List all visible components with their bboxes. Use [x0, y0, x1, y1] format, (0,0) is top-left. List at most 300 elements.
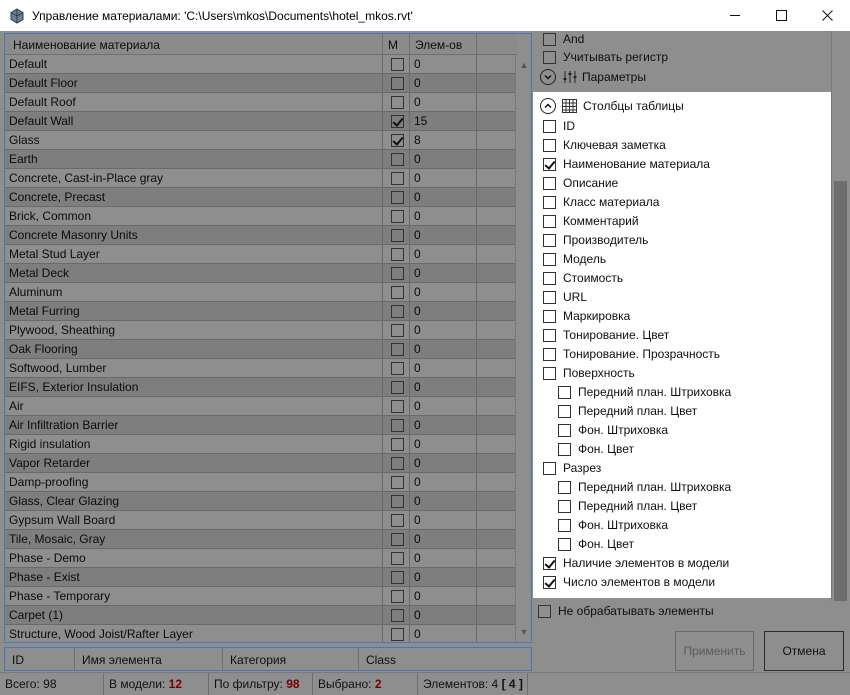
table-row[interactable]	[5, 74, 517, 93]
scroll-down-icon[interactable]: ▼	[519, 627, 529, 637]
column-header-extra	[477, 34, 517, 55]
column-option-label: Передний план. Штриховка	[578, 385, 732, 399]
minimize-icon	[730, 10, 741, 21]
in-model-checkbox[interactable]	[391, 267, 404, 280]
in-model-checkbox[interactable]	[391, 305, 404, 318]
column-option-label: Наличие элементов в модели	[563, 556, 730, 570]
column-option-label: Класс материала	[563, 195, 660, 209]
column-header-count[interactable]: Элем-ов	[410, 34, 477, 55]
in-model-checkbox[interactable]	[391, 210, 404, 223]
element-count-cell: 0	[410, 454, 477, 472]
column-option[interactable]	[543, 461, 601, 475]
apply-button[interactable]: Применить	[675, 631, 754, 671]
material-name-cell: Tile, Mosaic, Gray	[5, 530, 383, 548]
element-count-cell: 0	[410, 435, 477, 453]
column-option[interactable]	[558, 499, 697, 513]
in-model-cell	[383, 321, 410, 339]
in-model-checkbox[interactable]	[391, 248, 404, 261]
column-header-category[interactable]: Категория	[223, 648, 359, 670]
in-model-checkbox[interactable]	[391, 476, 404, 489]
empty-cell	[477, 549, 517, 567]
table-row[interactable]	[5, 568, 517, 587]
table-row[interactable]	[5, 302, 517, 321]
column-option-label: Маркировка	[563, 309, 631, 323]
column-option[interactable]	[543, 556, 729, 570]
empty-cell	[477, 511, 517, 529]
in-model-checkbox[interactable]	[391, 438, 404, 451]
empty-cell	[477, 169, 517, 187]
element-count-cell: 8	[410, 131, 477, 149]
column-option-label: Поверхность	[563, 366, 635, 380]
material-name-cell: Phase - Exist	[5, 568, 383, 586]
element-count-cell: 0	[410, 226, 477, 244]
column-option-label: Наименование материала	[563, 157, 710, 171]
column-option-checkbox[interactable]	[543, 158, 556, 171]
in-model-cell	[383, 359, 410, 377]
in-model-cell	[383, 55, 410, 73]
in-model-cell	[383, 188, 410, 206]
in-model-checkbox[interactable]	[391, 134, 404, 147]
table-row[interactable]	[5, 359, 517, 378]
table-row[interactable]	[5, 340, 517, 359]
column-option-checkbox[interactable]	[558, 386, 571, 399]
column-option-checkbox[interactable]	[543, 139, 556, 152]
empty-cell	[477, 340, 517, 358]
in-model-cell	[383, 587, 410, 605]
empty-cell	[477, 112, 517, 130]
column-option[interactable]	[543, 233, 648, 247]
empty-cell	[477, 454, 517, 472]
status-by-filter-label: По фильтру:	[214, 677, 283, 691]
table-icon	[562, 99, 577, 113]
material-name-cell: Default	[5, 55, 383, 73]
column-option-checkbox[interactable]	[558, 405, 571, 418]
empty-cell	[477, 93, 517, 111]
element-count-cell: 0	[410, 264, 477, 282]
material-name-cell: Phase - Temporary	[5, 587, 383, 605]
table-row[interactable]	[5, 625, 517, 643]
column-option[interactable]	[543, 195, 659, 209]
in-model-cell	[383, 264, 410, 282]
column-option-checkbox[interactable]	[543, 120, 556, 133]
material-name-cell: Air Infiltration Barrier	[5, 416, 383, 434]
window-title: Управление материалами: 'C:\Users\mkos\Documents\hotel_mkos.rvt'	[32, 8, 413, 23]
materials-grid[interactable]	[4, 33, 532, 643]
empty-cell	[477, 264, 517, 282]
maximize-button[interactable]	[758, 0, 804, 31]
in-model-checkbox[interactable]	[391, 457, 404, 470]
column-option-label: Фон. Штриховка	[578, 518, 669, 532]
in-model-checkbox[interactable]	[391, 191, 404, 204]
in-model-cell	[383, 207, 410, 225]
column-option-label: Передний план. Цвет	[578, 404, 698, 418]
column-option[interactable]	[543, 290, 587, 304]
empty-cell	[477, 530, 517, 548]
column-header-id[interactable]: ID	[5, 648, 75, 670]
in-model-checkbox[interactable]	[391, 419, 404, 432]
table-row[interactable]	[5, 245, 517, 264]
empty-cell	[477, 207, 517, 225]
empty-cell	[477, 568, 517, 586]
column-option-label: ID	[563, 119, 575, 133]
element-count-cell: 0	[410, 378, 477, 396]
empty-cell	[477, 74, 517, 92]
table-row[interactable]	[5, 226, 517, 245]
empty-cell	[477, 188, 517, 206]
empty-cell	[477, 416, 517, 434]
in-model-cell	[383, 454, 410, 472]
scrollbar-thumb[interactable]	[834, 181, 847, 601]
sliders-icon	[562, 70, 578, 84]
column-option-label: Разрез	[563, 461, 602, 475]
in-model-checkbox[interactable]	[391, 77, 404, 90]
skip-elements-checkbox[interactable]	[538, 605, 551, 618]
column-option[interactable]	[543, 575, 715, 589]
column-option-checkbox[interactable]	[543, 367, 556, 380]
in-model-cell	[383, 226, 410, 244]
in-model-cell	[383, 606, 410, 624]
status-elements-value: [ 4 ]	[501, 677, 523, 691]
table-row[interactable]	[5, 492, 517, 511]
in-model-cell	[383, 549, 410, 567]
in-model-checkbox[interactable]	[391, 229, 404, 242]
status-in-model-label: В модели:	[109, 677, 166, 691]
column-header-class[interactable]: Class	[366, 653, 397, 667]
grid-header	[5, 34, 517, 55]
status-bar	[0, 672, 850, 694]
material-name-cell: Vapor Retarder	[5, 454, 383, 472]
status-total-value: 98	[43, 677, 57, 691]
empty-cell	[477, 435, 517, 453]
material-name-cell: Glass, Clear Glazing	[5, 492, 383, 510]
empty-cell	[477, 378, 517, 396]
in-model-cell	[383, 625, 410, 643]
material-name-cell: Concrete, Precast	[5, 188, 383, 206]
in-model-cell	[383, 74, 410, 92]
empty-cell	[477, 359, 517, 377]
column-option-label: Тонирование. Цвет	[563, 328, 670, 342]
table-row[interactable]	[5, 207, 517, 226]
column-option-label: Фон. Цвет	[578, 537, 634, 551]
in-model-cell	[383, 568, 410, 586]
element-count-cell: 0	[410, 188, 477, 206]
element-count-cell: 0	[410, 359, 477, 377]
element-count-cell: 0	[410, 207, 477, 225]
in-model-checkbox[interactable]	[391, 400, 404, 413]
in-model-checkbox[interactable]	[391, 153, 404, 166]
maximize-icon	[776, 10, 787, 21]
skip-elements-label: Не обрабатывать элементы	[558, 604, 714, 618]
column-option[interactable]	[543, 138, 666, 152]
column-option[interactable]	[558, 442, 634, 456]
column-option-label: Фон. Штриховка	[578, 423, 669, 437]
table-row[interactable]	[5, 473, 517, 492]
column-option[interactable]	[543, 157, 710, 171]
in-model-cell	[383, 397, 410, 415]
status-total-label: Всего:	[5, 677, 40, 691]
in-model-checkbox[interactable]	[391, 571, 404, 584]
column-option-checkbox[interactable]	[543, 462, 556, 475]
column-header-m[interactable]: M	[383, 34, 410, 55]
table-row[interactable]	[5, 283, 517, 302]
in-model-checkbox[interactable]	[391, 381, 404, 394]
table-row[interactable]	[5, 397, 517, 416]
in-model-cell	[383, 169, 410, 187]
in-model-cell	[383, 530, 410, 548]
in-model-cell	[383, 473, 410, 491]
element-count-cell: 0	[410, 511, 477, 529]
status-total	[0, 673, 104, 695]
column-option[interactable]	[558, 537, 634, 551]
and-label: And	[563, 32, 585, 46]
parameters-label: Параметры	[582, 70, 646, 84]
material-name-cell: Air	[5, 397, 383, 415]
grid-rows	[5, 55, 517, 643]
element-count-cell: 0	[410, 568, 477, 586]
element-count-cell: 0	[410, 473, 477, 491]
column-option-checkbox[interactable]	[543, 196, 556, 209]
table-row[interactable]	[5, 549, 517, 568]
element-count-cell: 0	[410, 169, 477, 187]
material-name-cell: Default Roof	[5, 93, 383, 111]
material-name-cell: Structure, Wood Joist/Rafter Layer	[5, 625, 383, 643]
element-count-cell: 0	[410, 606, 477, 624]
column-option[interactable]	[558, 480, 731, 494]
material-name-cell: Default Wall	[5, 112, 383, 130]
material-name-cell: Earth	[5, 150, 383, 168]
column-option-checkbox[interactable]	[543, 215, 556, 228]
and-checkbox[interactable]	[543, 33, 556, 46]
column-option-label: Описание	[563, 176, 619, 190]
in-model-cell	[383, 283, 410, 301]
element-count-cell: 0	[410, 492, 477, 510]
in-model-checkbox[interactable]	[391, 609, 404, 622]
empty-cell	[477, 473, 517, 491]
right-panel-scrollbar[interactable]	[831, 31, 848, 601]
column-option-checkbox[interactable]	[558, 538, 571, 551]
in-model-checkbox[interactable]	[391, 172, 404, 185]
status-selected-value: 2	[374, 677, 382, 691]
material-name-cell: Brick, Common	[5, 207, 383, 225]
in-model-checkbox[interactable]	[391, 533, 404, 546]
column-option-label: Фон. Цвет	[578, 442, 634, 456]
in-model-cell	[383, 150, 410, 168]
table-row[interactable]	[5, 416, 517, 435]
table-columns-panel	[533, 92, 831, 598]
column-option[interactable]	[543, 347, 720, 361]
column-option-label: Тонирование. Прозрачность	[563, 347, 721, 361]
case-sensitive-label: Учитывать регистр	[563, 50, 669, 64]
column-option-label: Комментарий	[563, 214, 639, 228]
scroll-up-icon[interactable]: ▲	[519, 60, 529, 70]
column-option[interactable]	[558, 423, 668, 437]
element-count-cell: 0	[410, 340, 477, 358]
table-row[interactable]	[5, 169, 517, 188]
column-option[interactable]	[543, 271, 623, 285]
column-option[interactable]	[543, 214, 639, 228]
table-columns-expander[interactable]	[540, 98, 684, 114]
status-in-model-value: 12	[168, 677, 183, 691]
column-option[interactable]	[543, 366, 635, 380]
table-row[interactable]	[5, 131, 517, 150]
in-model-checkbox[interactable]	[391, 590, 404, 603]
column-option-checkbox[interactable]	[543, 348, 556, 361]
element-count-cell: 0	[410, 587, 477, 605]
material-name-cell: Metal Stud Layer	[5, 245, 383, 263]
material-name-cell: Rigid insulation	[5, 435, 383, 453]
column-option-checkbox[interactable]	[558, 424, 571, 437]
material-name-cell: Concrete Masonry Units	[5, 226, 383, 244]
parameters-expander[interactable]	[540, 69, 646, 85]
column-header-element-name[interactable]: Имя элемента	[75, 648, 223, 670]
table-row[interactable]	[5, 587, 517, 606]
column-option-checkbox[interactable]	[543, 177, 556, 190]
element-count-cell: 0	[410, 93, 477, 111]
app-icon	[9, 8, 25, 24]
in-model-checkbox[interactable]	[391, 362, 404, 375]
table-row[interactable]	[5, 112, 517, 131]
empty-cell	[477, 283, 517, 301]
in-model-cell	[383, 302, 410, 320]
material-name-cell: Glass	[5, 131, 383, 149]
table-row[interactable]	[5, 511, 517, 530]
column-option[interactable]	[543, 252, 606, 266]
in-model-checkbox[interactable]	[391, 514, 404, 527]
element-count-cell: 0	[410, 302, 477, 320]
column-option[interactable]	[558, 518, 668, 532]
element-count-cell: 0	[410, 74, 477, 92]
and-option[interactable]	[543, 32, 584, 46]
column-header-name[interactable]: Наименование материала	[5, 34, 383, 55]
material-name-cell: Default Floor	[5, 74, 383, 92]
in-model-checkbox[interactable]	[391, 495, 404, 508]
column-option-checkbox[interactable]	[558, 481, 571, 494]
element-count-cell: 0	[410, 530, 477, 548]
element-count-cell: 0	[410, 321, 477, 339]
empty-cell	[477, 321, 517, 339]
chevron-down-icon[interactable]	[540, 69, 556, 85]
column-option-label: Передний план. Цвет	[578, 499, 698, 513]
column-option-checkbox[interactable]	[543, 310, 556, 323]
in-model-checkbox[interactable]	[391, 628, 404, 641]
table-row[interactable]	[5, 435, 517, 454]
column-option-checkbox[interactable]	[543, 329, 556, 342]
column-option-checkbox[interactable]	[558, 519, 571, 532]
status-elements-label: Элементов: 4	[423, 677, 499, 691]
column-option-checkbox[interactable]	[558, 443, 571, 456]
material-name-cell: Concrete, Cast-in-Place gray	[5, 169, 383, 187]
column-option[interactable]	[543, 176, 618, 190]
table-columns-label: Столбцы таблицы	[583, 99, 684, 113]
column-option-checkbox[interactable]	[543, 234, 556, 247]
skip-elements-option[interactable]	[538, 604, 714, 618]
table-row[interactable]	[5, 530, 517, 549]
column-option-checkbox[interactable]	[543, 272, 556, 285]
in-model-cell	[383, 435, 410, 453]
in-model-checkbox[interactable]	[391, 552, 404, 565]
empty-cell	[477, 302, 517, 320]
elements-grid-header	[4, 647, 532, 671]
in-model-checkbox[interactable]	[391, 343, 404, 356]
table-row[interactable]	[5, 150, 517, 169]
element-count-cell: 15	[410, 112, 477, 130]
empty-cell	[477, 55, 517, 73]
table-row[interactable]	[5, 188, 517, 207]
column-option-checkbox[interactable]	[543, 557, 556, 570]
empty-cell	[477, 587, 517, 605]
in-model-cell	[383, 378, 410, 396]
column-option[interactable]	[558, 385, 731, 399]
status-by-filter	[209, 673, 313, 695]
table-row[interactable]	[5, 454, 517, 473]
element-count-cell: 0	[410, 625, 477, 643]
case-sensitive-checkbox[interactable]	[543, 51, 556, 64]
column-option-label: URL	[563, 290, 588, 304]
column-option-checkbox[interactable]	[543, 291, 556, 304]
element-count-cell: 0	[410, 549, 477, 567]
cancel-button[interactable]: Отмена	[764, 631, 844, 671]
material-name-cell: Gypsum Wall Board	[5, 511, 383, 529]
in-model-checkbox[interactable]	[391, 286, 404, 299]
table-row[interactable]	[5, 55, 517, 74]
table-row[interactable]	[5, 264, 517, 283]
column-option-checkbox[interactable]	[558, 500, 571, 513]
column-option[interactable]	[543, 309, 630, 323]
close-button[interactable]	[804, 0, 850, 31]
column-option[interactable]	[543, 119, 575, 133]
column-option[interactable]	[558, 404, 697, 418]
in-model-checkbox[interactable]	[391, 115, 404, 128]
table-row[interactable]	[5, 93, 517, 112]
material-name-cell: Metal Deck	[5, 264, 383, 282]
title-bar	[0, 0, 850, 31]
empty-cell	[477, 625, 517, 643]
chevron-up-icon[interactable]	[540, 98, 556, 114]
status-elements	[418, 673, 528, 695]
empty-cell	[477, 606, 517, 624]
table-row[interactable]	[5, 321, 517, 340]
column-option-label: Число элементов в модели	[563, 575, 716, 589]
element-count-cell: 0	[410, 245, 477, 263]
column-option[interactable]	[543, 328, 669, 342]
in-model-cell	[383, 112, 410, 130]
material-name-cell: Aluminum	[5, 283, 383, 301]
material-name-cell: Plywood, Sheathing	[5, 321, 383, 339]
element-count-cell: 0	[410, 397, 477, 415]
in-model-checkbox[interactable]	[391, 324, 404, 337]
in-model-checkbox[interactable]	[391, 96, 404, 109]
in-model-cell	[383, 93, 410, 111]
column-option-checkbox[interactable]	[543, 576, 556, 589]
column-option-checkbox[interactable]	[543, 253, 556, 266]
status-in-model	[104, 673, 209, 695]
close-icon	[822, 10, 833, 21]
minimize-button[interactable]	[712, 0, 758, 31]
material-name-cell: Carpet (1)	[5, 606, 383, 624]
material-name-cell: Metal Furring	[5, 302, 383, 320]
table-row[interactable]	[5, 378, 517, 397]
element-count-cell: 0	[410, 416, 477, 434]
case-sensitive-option[interactable]	[543, 50, 668, 64]
in-model-cell	[383, 131, 410, 149]
in-model-checkbox[interactable]	[391, 58, 404, 71]
table-row[interactable]	[5, 606, 517, 625]
column-option-label: Производитель	[563, 233, 649, 247]
status-selected	[313, 673, 418, 695]
grid-vertical-scrollbar[interactable]	[515, 55, 531, 642]
material-name-cell: Damp-proofing	[5, 473, 383, 491]
in-model-cell	[383, 245, 410, 263]
